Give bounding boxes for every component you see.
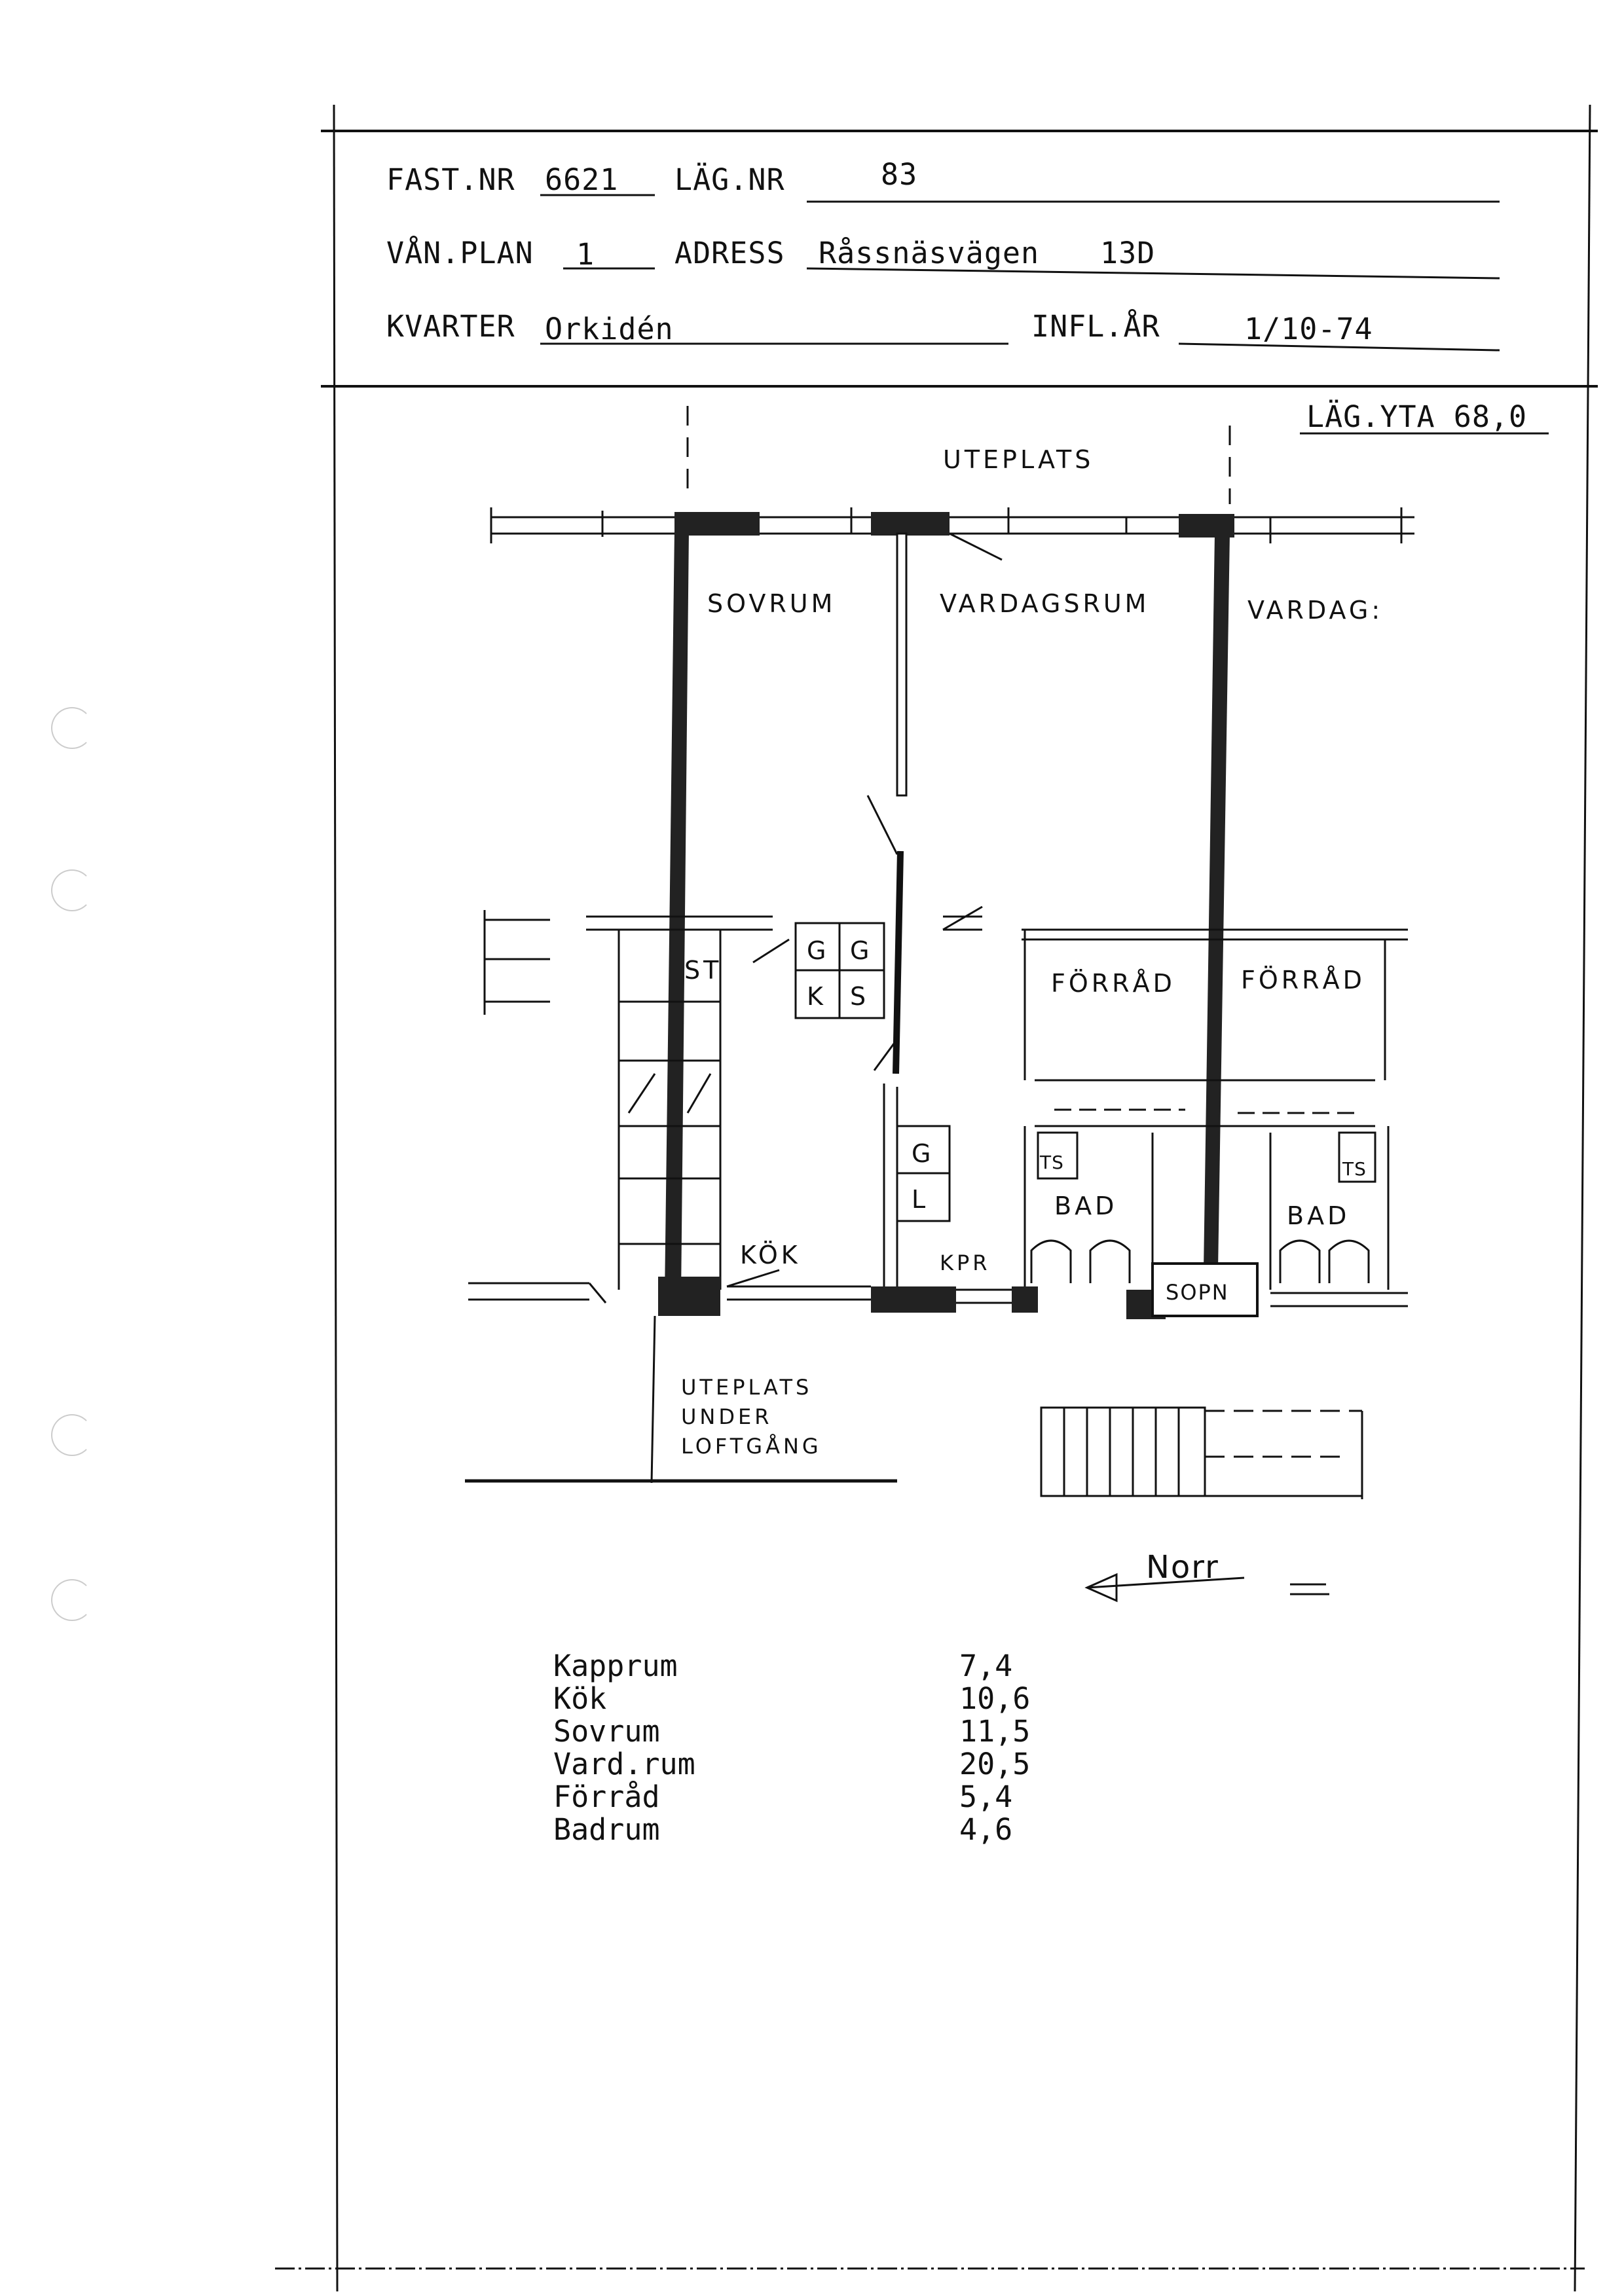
adress-value: Råssnäsvägen xyxy=(819,236,1040,270)
label-g1: G xyxy=(807,936,830,965)
label-l: L xyxy=(912,1185,929,1214)
label-g2: G xyxy=(850,936,873,965)
infl-ar-value: 1/10-74 xyxy=(1244,312,1373,346)
area-value: 10,6 xyxy=(959,1681,1031,1716)
area-room: Kapprum xyxy=(553,1649,678,1683)
adress-number: 13D xyxy=(1100,236,1156,270)
label-ts-left: TS xyxy=(1040,1152,1064,1173)
adress-label: ADRESS xyxy=(674,236,785,270)
label-uteplats-top: UTEPLATS xyxy=(943,445,1094,474)
lag-yta: LÄG.YTA 68,0 xyxy=(1306,399,1528,434)
kvarter-value: Orkidén xyxy=(545,312,674,346)
label-k: K xyxy=(807,982,826,1011)
label-forrad-left: FÖRRÅD xyxy=(1051,969,1175,998)
area-room: Badrum xyxy=(553,1812,660,1847)
area-table-values xyxy=(959,1650,1030,1846)
area-value: 11,5 xyxy=(959,1714,1031,1749)
label-bad-left: BAD xyxy=(1054,1192,1118,1220)
label-bad-right: BAD xyxy=(1287,1201,1350,1230)
lag-nr-value: 83 xyxy=(881,157,918,192)
area-room: Vard.rum xyxy=(553,1747,695,1781)
label-uteplats-under-3: LOFTGÅNG xyxy=(681,1434,822,1459)
label-sopn: SOPN xyxy=(1166,1280,1229,1305)
label-norr: Norr xyxy=(1146,1549,1219,1586)
area-value: 5,4 xyxy=(959,1779,1013,1814)
area-room: Förråd xyxy=(553,1779,660,1814)
fast-nr-label: FAST.NR xyxy=(386,162,515,197)
label-kok: KÖK xyxy=(740,1241,801,1269)
area-value: 4,6 xyxy=(959,1812,1013,1847)
area-room: Kök xyxy=(553,1681,607,1716)
label-ts-right: TS xyxy=(1342,1158,1367,1180)
area-value: 20,5 xyxy=(959,1747,1031,1781)
label-g3: G xyxy=(912,1139,934,1168)
label-s: S xyxy=(850,982,870,1011)
fast-nr-value: 6621 xyxy=(545,162,619,197)
area-room: Sovrum xyxy=(553,1714,660,1749)
label-uteplats-under-2: UNDER xyxy=(681,1404,773,1429)
label-st: ST xyxy=(684,956,722,985)
van-plan-value: 1 xyxy=(576,237,595,272)
infl-ar-label: INFL.ÅR xyxy=(1031,309,1160,344)
label-vardag-cut: VARDAG: xyxy=(1247,596,1384,625)
lag-nr-label: LÄG.NR xyxy=(674,162,785,197)
label-uteplats-under-1: UTEPLATS xyxy=(681,1375,813,1400)
area-value: 7,4 xyxy=(959,1649,1013,1683)
van-plan-label: VÅN.PLAN xyxy=(386,236,534,270)
kvarter-label: KVARTER xyxy=(386,309,515,344)
label-kpr: KPR xyxy=(940,1250,991,1275)
label-vardagsrum: VARDAGSRUM xyxy=(940,589,1150,618)
area-table-rooms xyxy=(553,1650,695,1846)
label-forrad-right: FÖRRÅD xyxy=(1241,966,1365,994)
label-sovrum: SOVRUM xyxy=(707,589,836,618)
